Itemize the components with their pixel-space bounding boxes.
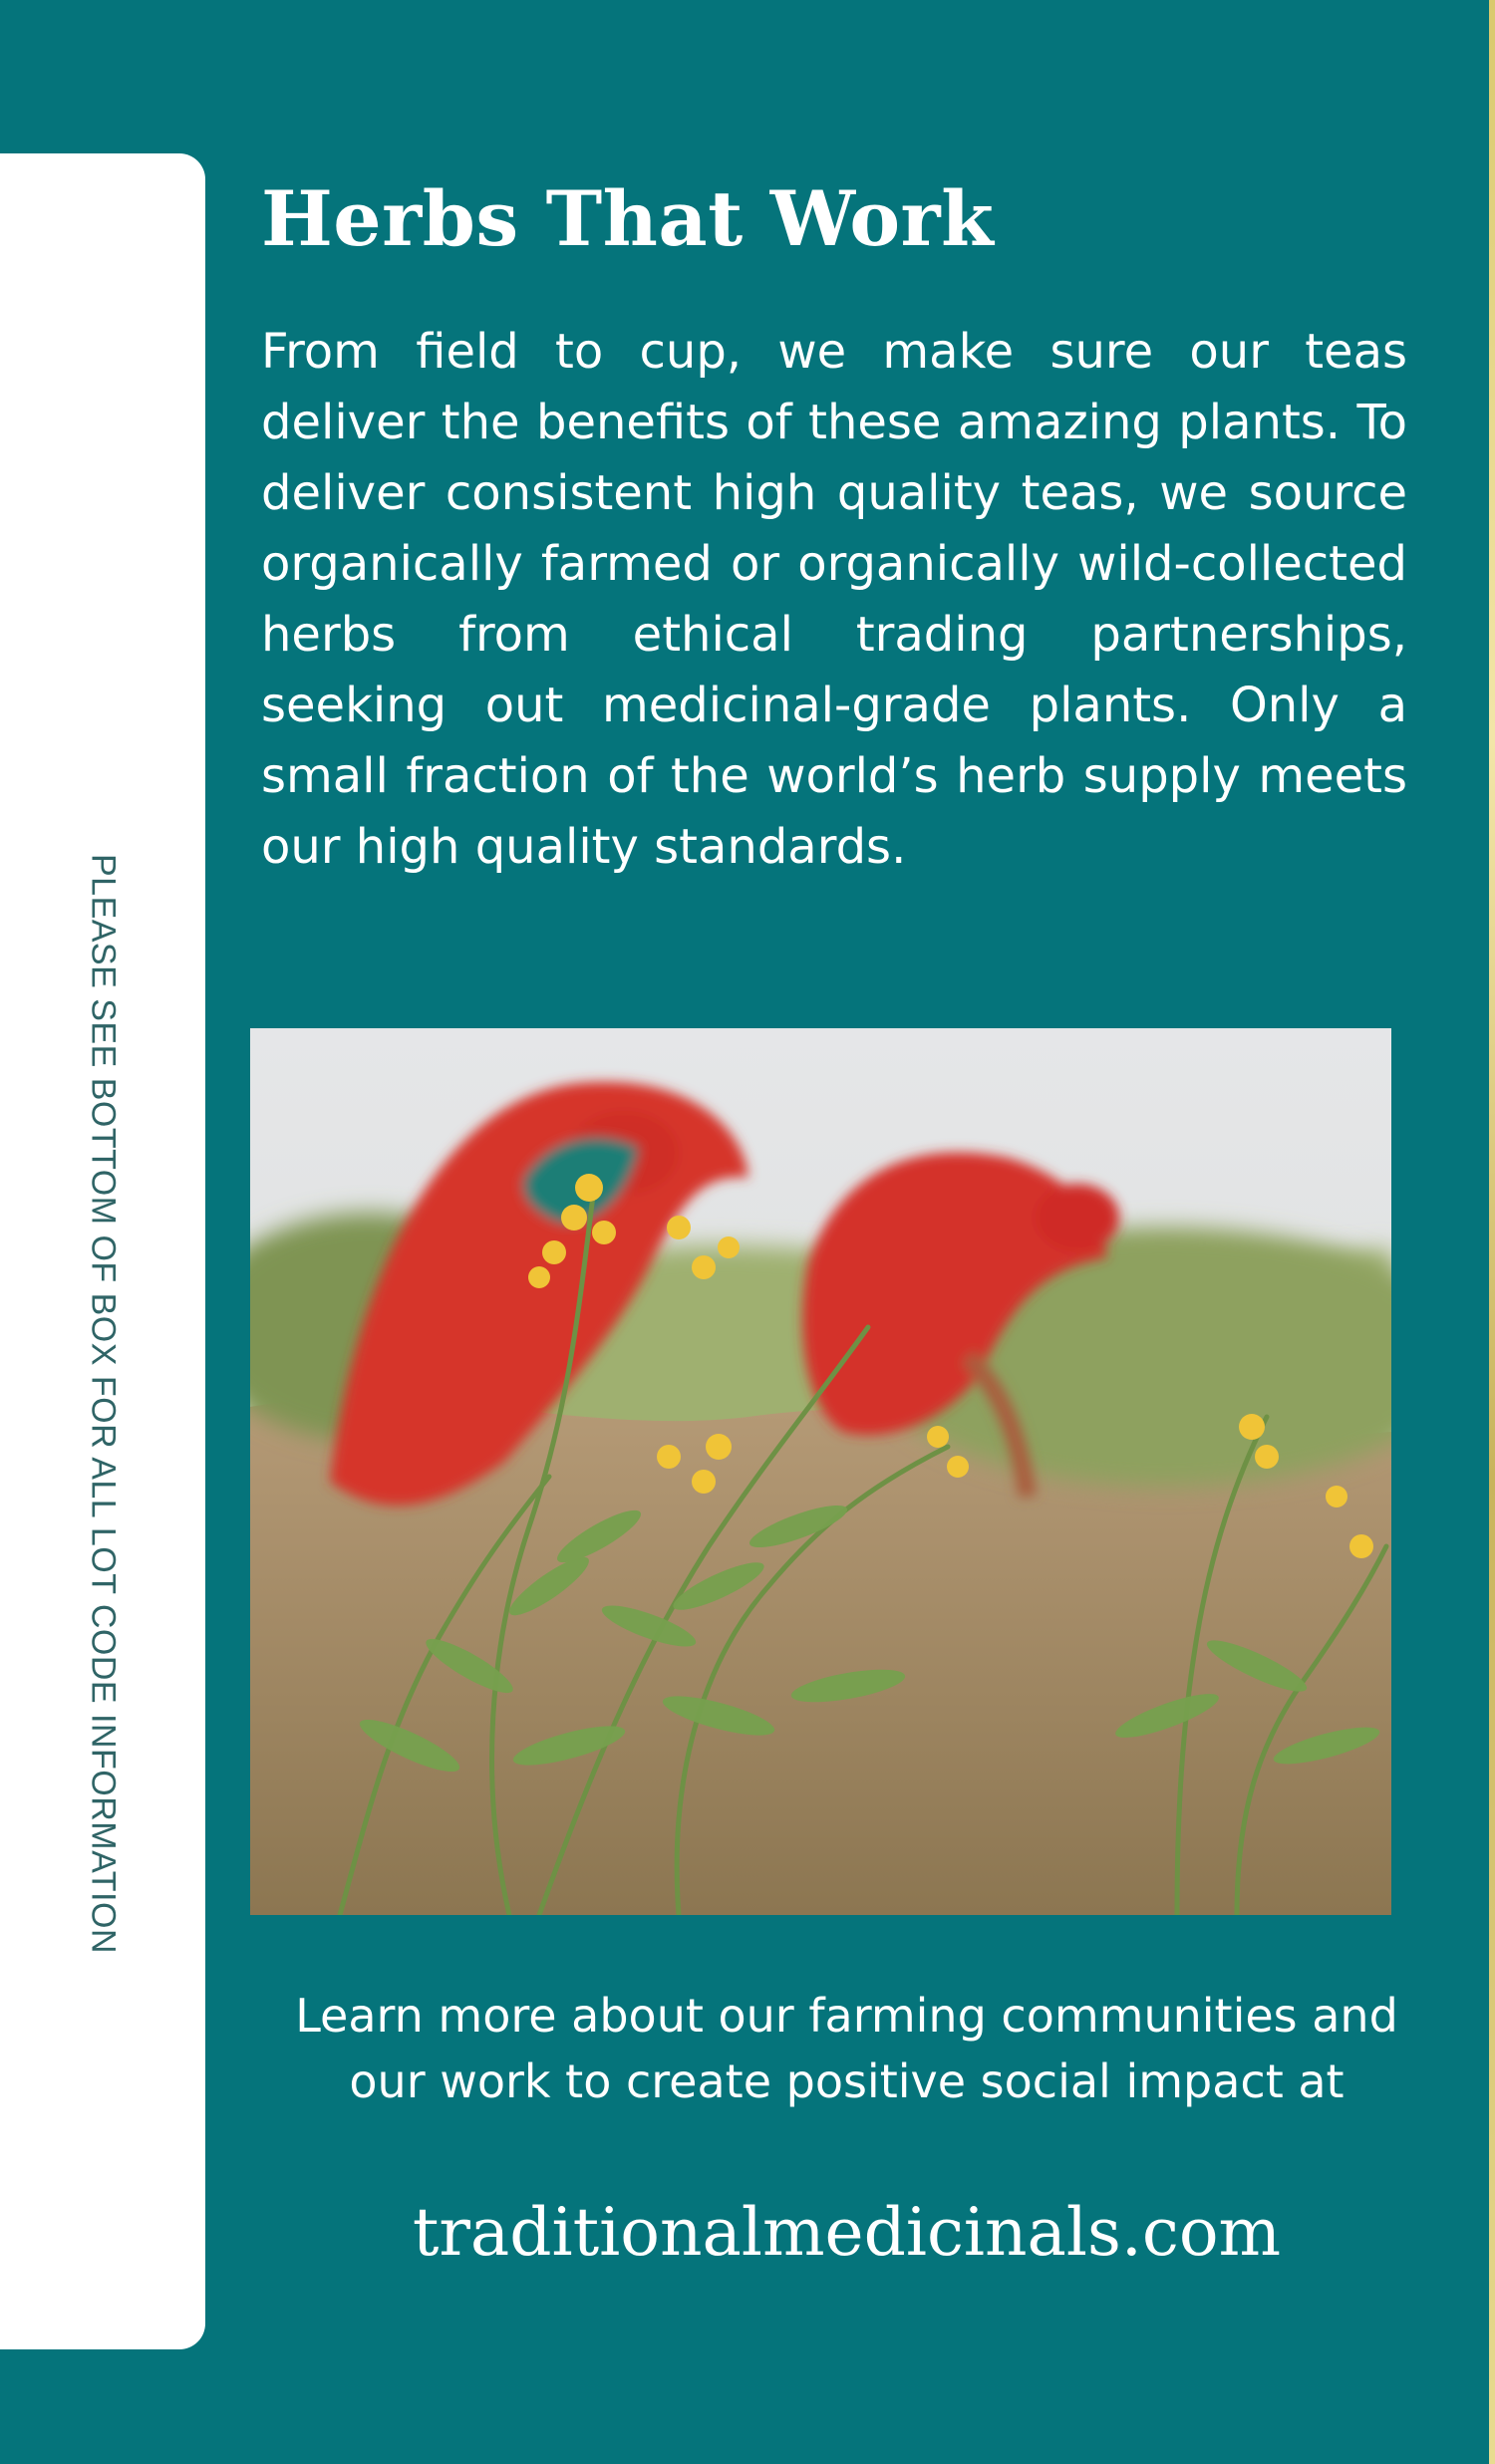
page-title: Herbs That Work [261, 174, 995, 263]
lot-code-note: PLEASE SEE BOTTOM OF BOX FOR ALL LOT CODE INFORMATION [84, 853, 123, 1954]
gold-edge-strip [1489, 0, 1495, 2464]
body-paragraph: From field to cup, we make sure our teas deliver the benefits of these amazing plants. To deliver consistent high quality teas, we source organically farmed or organically wild-collected herbs from ethical trading partnerships, seeking out medicinal-grade plants. Only a small fraction of the world’s herb supply meets our high quality standards. [261, 324, 1407, 875]
learn-more-text: Learn more about our farming communities and our work to create positive social impact at [295, 1989, 1398, 2108]
field-photo [250, 1028, 1391, 1915]
lot-code-tab [0, 153, 205, 2349]
website-url: traditionalmedicinals.com [412, 2194, 1282, 2271]
field-photo-illustration [250, 1028, 1391, 1915]
